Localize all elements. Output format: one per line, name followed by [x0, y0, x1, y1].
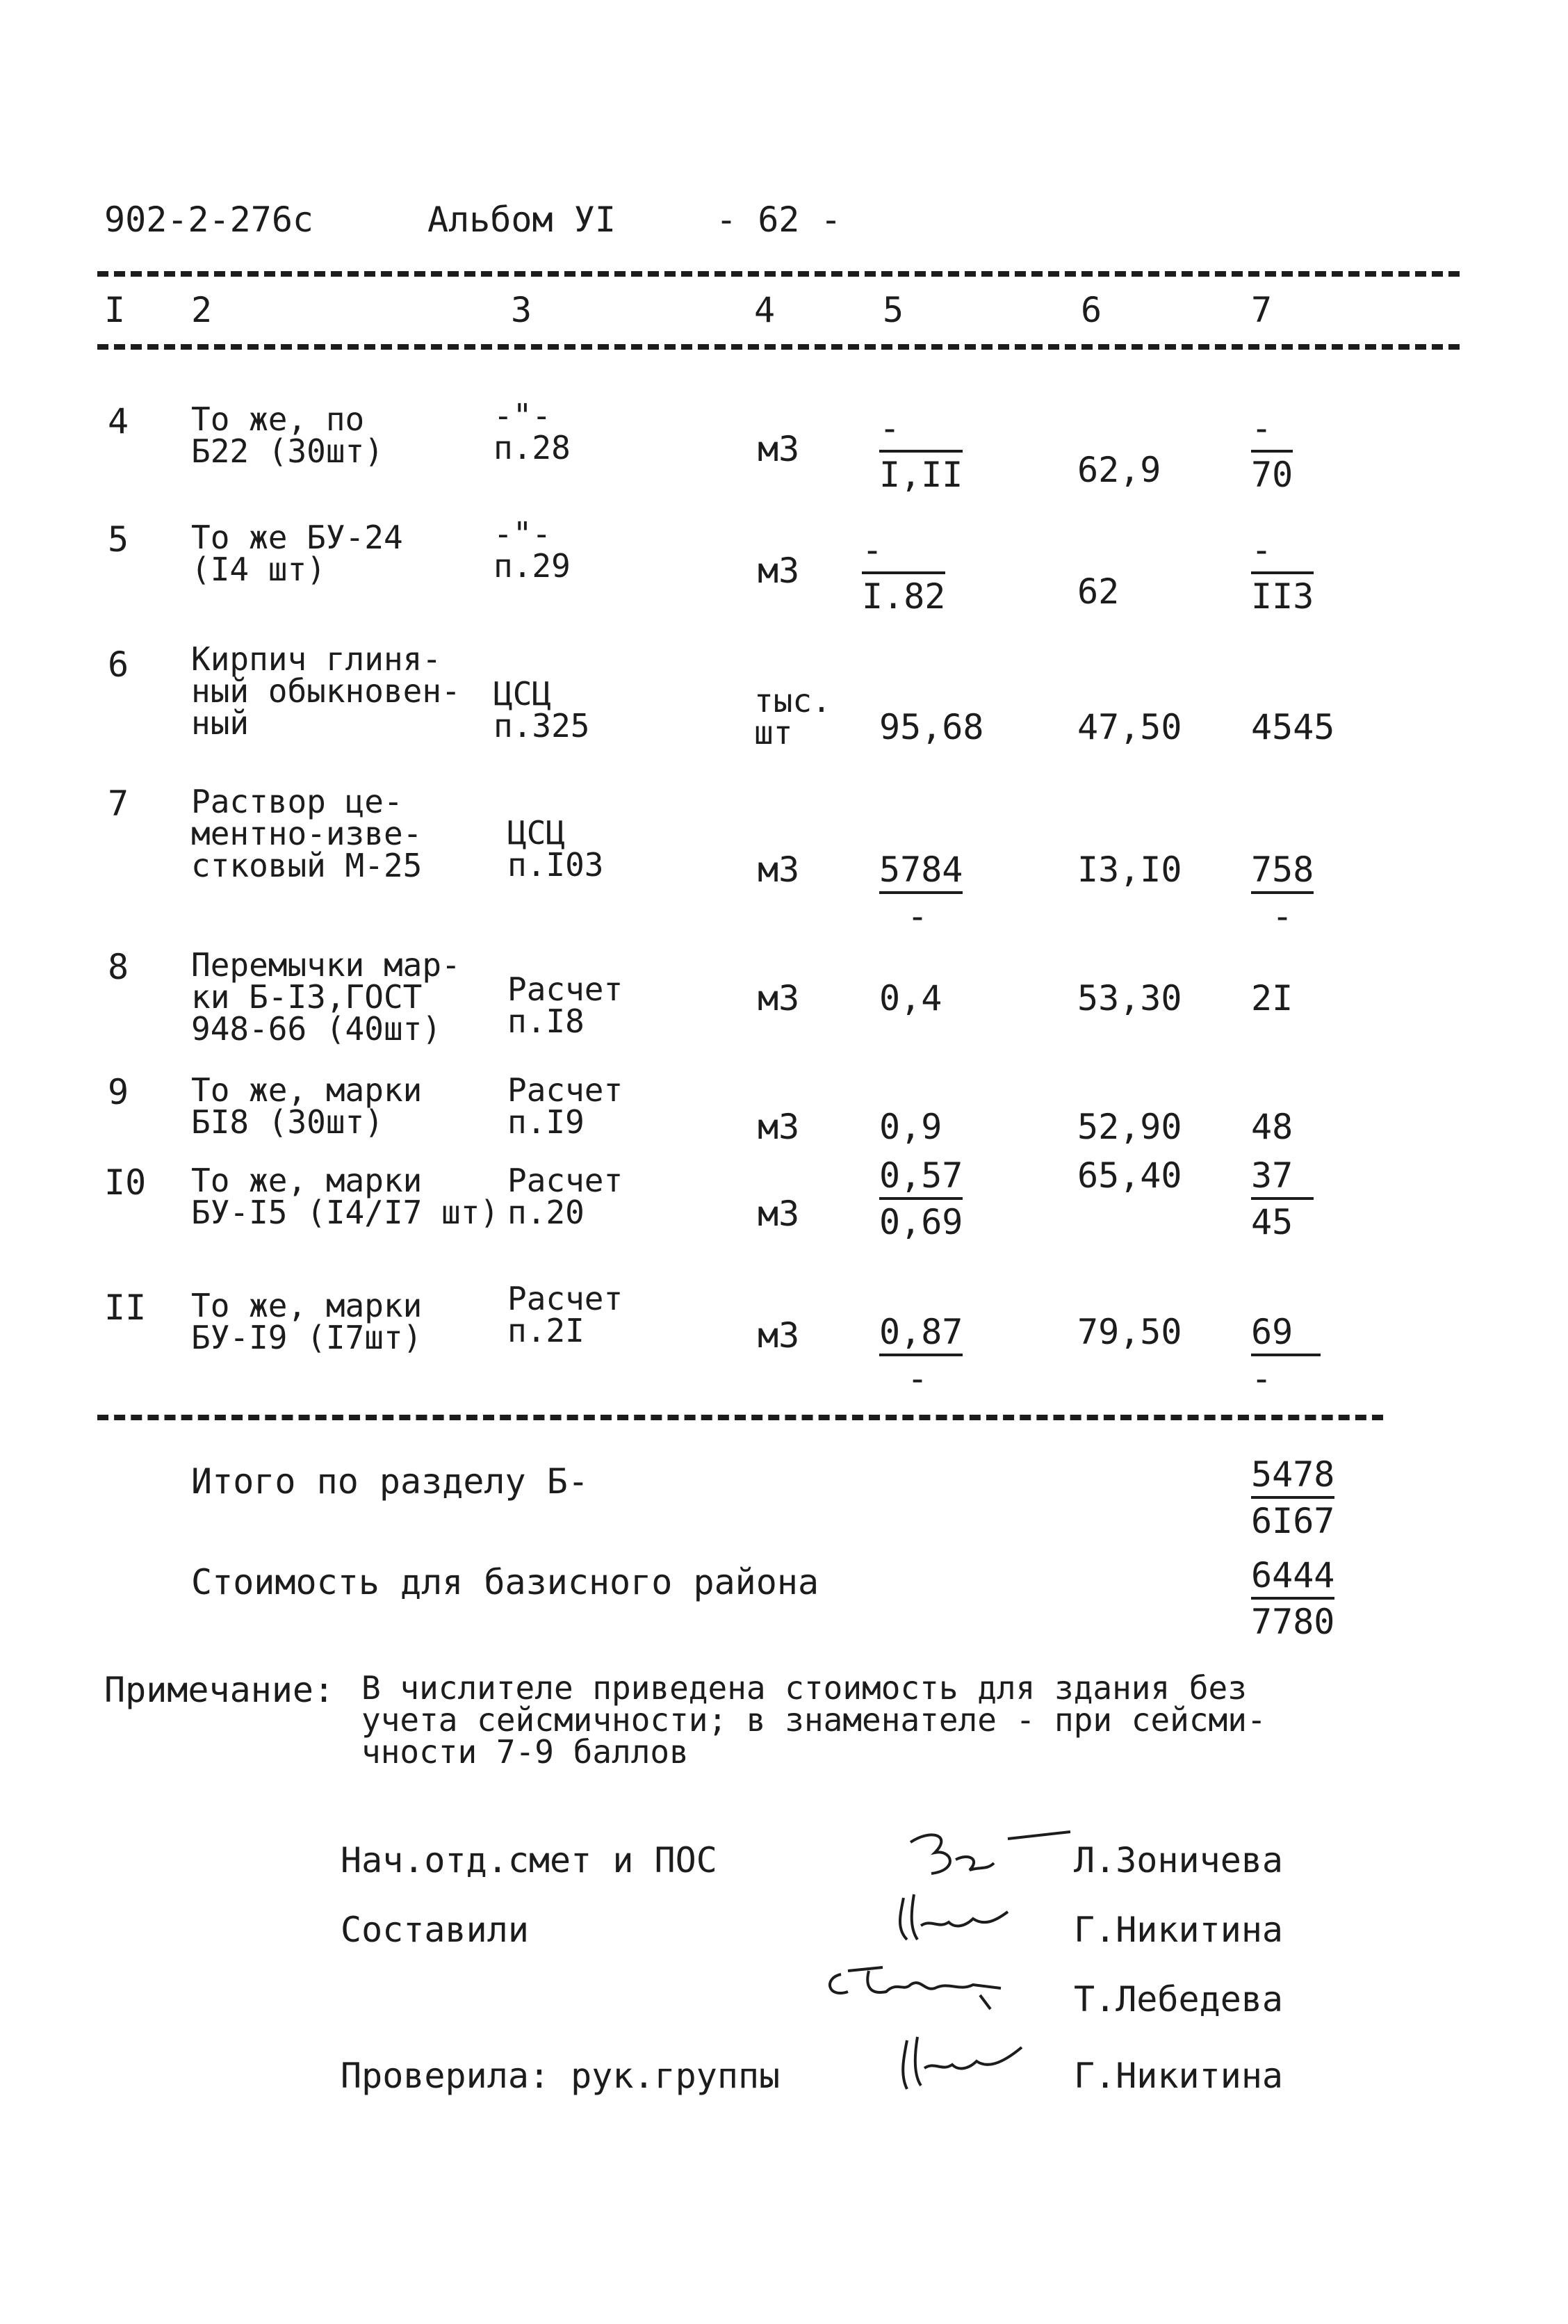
- row-number: II: [104, 1287, 147, 1328]
- item-name: То же БУ-24 (I4 шт): [191, 519, 403, 588]
- signer-name: Л.Зоничева: [1074, 1840, 1284, 1880]
- column-number: 3: [511, 290, 532, 330]
- item-price: 47,50: [1077, 707, 1182, 747]
- item-reference: ЦСЦ п.325: [493, 675, 590, 745]
- item-cost: 69 -: [1251, 1314, 1321, 1397]
- signer-name: Т.Лебедева: [1074, 1979, 1284, 2020]
- item-reference: -"- п.28: [493, 397, 571, 466]
- handwritten-signature: [890, 2026, 1043, 2096]
- column-number: 2: [191, 290, 213, 330]
- item-name: Перемычки мар- ки Б-I3,ГОСТ 948-66 (40шт): [191, 946, 461, 1048]
- row-number: 5: [108, 519, 129, 560]
- column-number: 7: [1251, 290, 1273, 330]
- item-reference: ЦСЦ п.I03: [507, 814, 604, 884]
- item-reference: Расчет п.I8: [507, 970, 623, 1040]
- item-price: 53,30: [1077, 978, 1182, 1018]
- item-name: То же, по Б22 (30шт): [191, 400, 384, 470]
- item-name: Раствор це- ментно-изве- стковый М-25: [191, 783, 423, 884]
- page-number: - 62 -: [716, 200, 842, 240]
- item-name: То же, марки БI8 (30шт): [191, 1071, 423, 1141]
- column-number: 6: [1081, 290, 1102, 330]
- item-unit: м3: [758, 551, 800, 591]
- doc-code: 902-2-276с: [104, 200, 314, 240]
- item-unit: м3: [758, 1107, 800, 1147]
- row-number: 4: [108, 401, 129, 441]
- item-cost: - II3: [1251, 530, 1314, 617]
- item-price: 65,40: [1077, 1155, 1182, 1196]
- item-cost: 4545: [1251, 707, 1335, 747]
- item-name: Кирпич глиня- ный обыкновен- ный: [191, 640, 461, 742]
- item-reference: -"- п.29: [493, 515, 571, 585]
- item-unit: м3: [758, 429, 800, 469]
- signer-name: Г.Никитина: [1074, 1910, 1284, 1950]
- handwritten-signature: [904, 1821, 1084, 1884]
- item-reference: Расчет п.I9: [507, 1071, 623, 1141]
- column-number: I: [104, 290, 126, 330]
- item-unit: м3: [758, 1194, 800, 1234]
- item-quantity: 95,68: [879, 707, 984, 747]
- note-label: Примечание:: [104, 1670, 335, 1710]
- item-cost: - 70: [1251, 408, 1293, 495]
- item-name: То же, марки БУ-I5 (I4/I7 шт): [191, 1162, 500, 1231]
- item-unit: м3: [758, 850, 800, 890]
- note-text: В числителе приведена стоимость для здания без учета сейсмичности; в знаменателе - при сейсми- чности 7-9 баллов: [361, 1669, 1266, 1771]
- signer-role: Составили: [341, 1910, 529, 1950]
- item-quantity: - I,II: [879, 408, 963, 495]
- item-quantity: - I.82: [862, 530, 946, 617]
- item-name: То же, марки БУ-I9 (I7шт): [191, 1287, 423, 1356]
- item-cost: $\frac{37}{45}$: [1251, 1157, 1314, 1240]
- handwritten-signature: [820, 1957, 1029, 2020]
- album-label: Альбом УI: [427, 200, 616, 240]
- item-cost: 48: [1251, 1107, 1293, 1147]
- item-cost: 758 -: [1251, 850, 1314, 936]
- divider-top: [97, 271, 1460, 277]
- signer-name: Г.Никитина: [1074, 2056, 1284, 2096]
- item-price: I3,I0: [1077, 850, 1182, 890]
- item-reference: Расчет п.2I: [507, 1280, 623, 1349]
- section-total-value: $\frac{5478}{6I67}$: [1251, 1454, 1335, 1541]
- column-number: 4: [754, 290, 776, 330]
- item-quantity: $\frac{0,57}{0,69}$: [879, 1155, 963, 1242]
- row-number: 6: [108, 644, 129, 685]
- row-number: 9: [108, 1072, 129, 1112]
- item-cost: 2I: [1251, 978, 1293, 1018]
- divider-header: [97, 344, 1460, 350]
- item-quantity: 0,9: [879, 1107, 942, 1147]
- item-quantity: 0,87 -: [879, 1312, 963, 1399]
- row-number: I0: [104, 1162, 147, 1203]
- handwritten-signature: [890, 1887, 1029, 1950]
- item-price: 52,90: [1077, 1107, 1182, 1147]
- column-number: 5: [883, 290, 904, 330]
- item-price: 62: [1077, 571, 1120, 612]
- item-price: 79,50: [1077, 1312, 1182, 1352]
- item-unit: м3: [758, 1315, 800, 1356]
- item-unit: тыс. шт: [754, 682, 831, 751]
- item-reference: Расчет п.20: [507, 1162, 623, 1231]
- signer-role: Проверила: рук.группы: [341, 2056, 781, 2096]
- item-quantity: 0,4: [879, 978, 942, 1018]
- section-total-label: Итого по разделу Б-: [191, 1461, 589, 1502]
- item-unit: м3: [758, 978, 800, 1018]
- row-number: 8: [108, 947, 129, 987]
- base-cost-label: Стоимость для базисного района: [191, 1562, 819, 1602]
- item-price: 62,9: [1077, 450, 1161, 490]
- item-quantity: 5784 -: [879, 850, 963, 936]
- signer-role: Нач.отд.смет и ПОС: [341, 1840, 717, 1880]
- divider-bottom: [97, 1415, 1383, 1420]
- row-number: 7: [108, 783, 129, 824]
- base-cost-value: $\frac{6444}{7780}$: [1251, 1555, 1335, 1642]
